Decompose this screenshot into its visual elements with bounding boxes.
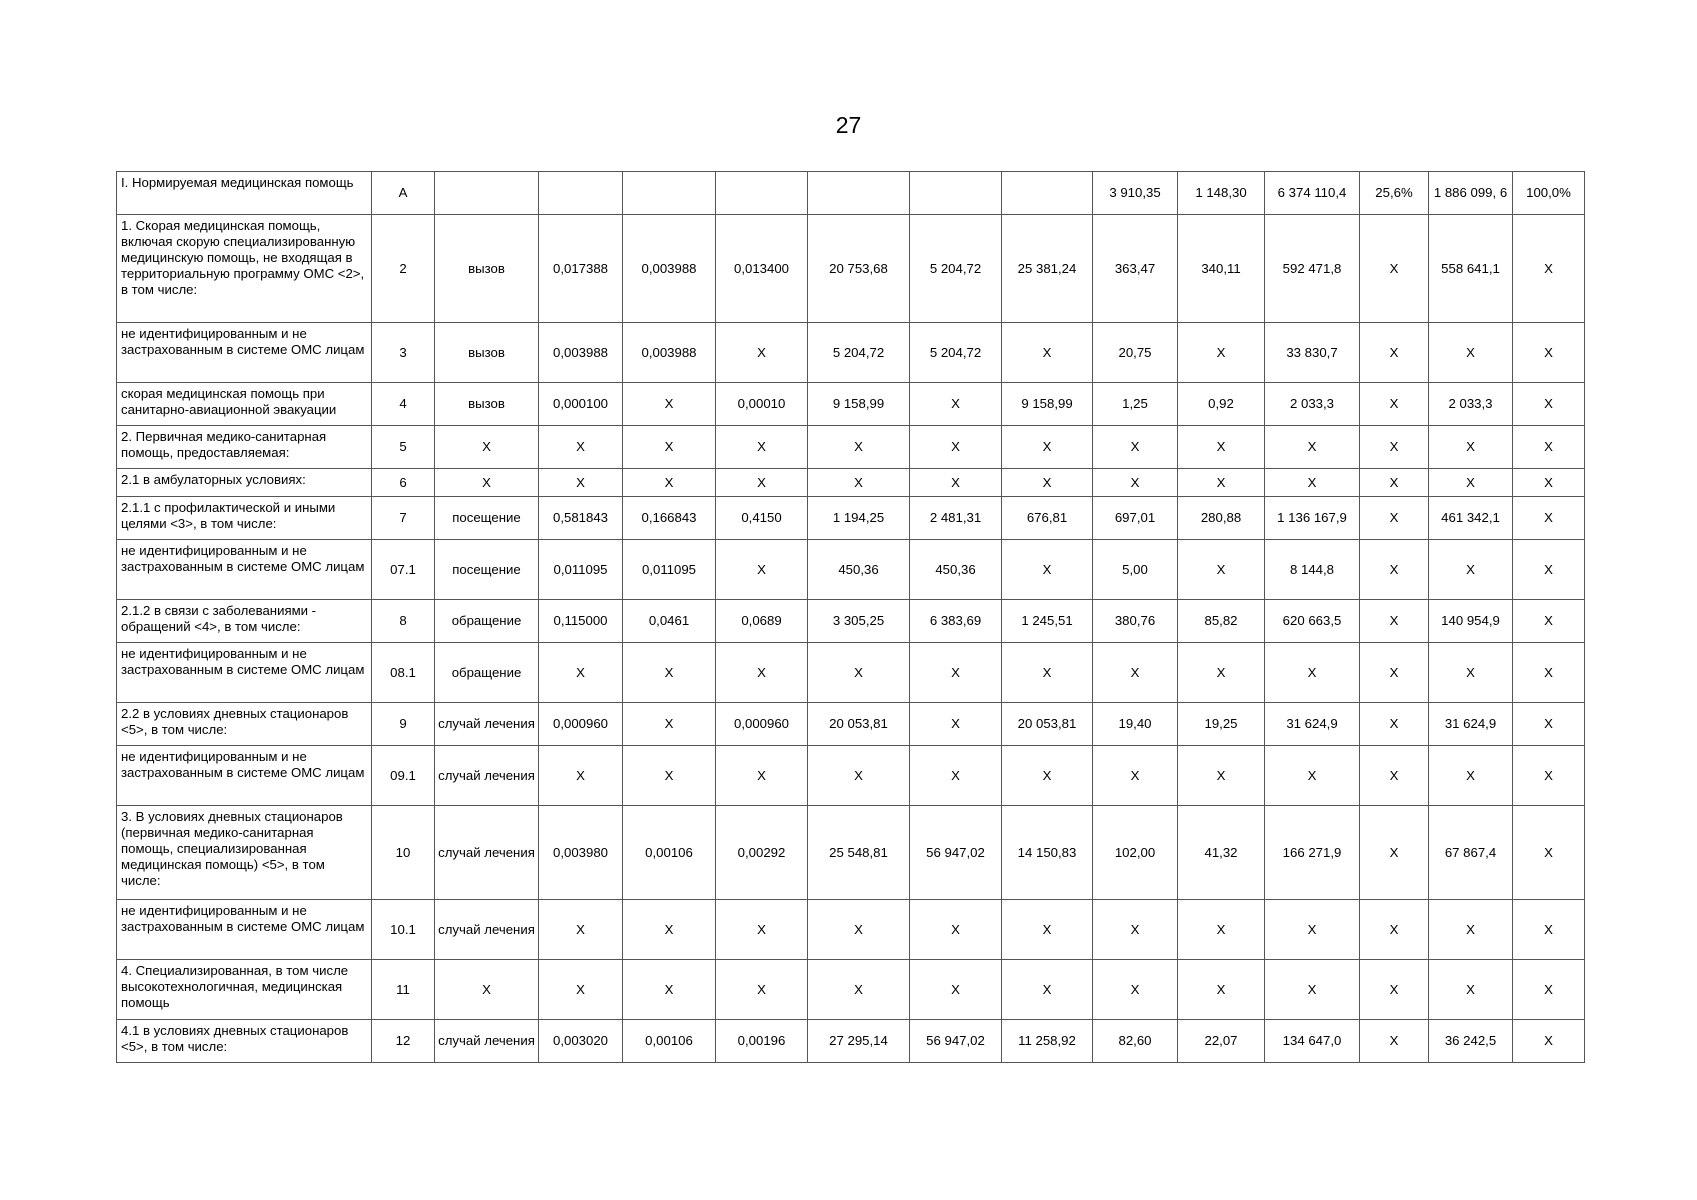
table-cell: X bbox=[1178, 900, 1265, 960]
table-cell: 5 bbox=[372, 426, 435, 469]
row-name-cell: 1. Скорая медицинская помощь, включая скорую специализированную медицинскую помощь, не входящая в территориальную программу ОМС <2>, в том числе: bbox=[117, 215, 372, 323]
table-cell: X bbox=[1513, 703, 1585, 746]
table-cell: 11 258,92 bbox=[1002, 1020, 1093, 1063]
table-cell: 0,00106 bbox=[623, 806, 716, 900]
table-cell: 0,011095 bbox=[623, 540, 716, 600]
table-row bbox=[117, 806, 1585, 900]
table-cell: X bbox=[716, 469, 808, 497]
table-cell: X bbox=[1513, 600, 1585, 643]
table-cell: 33 830,7 bbox=[1265, 323, 1360, 383]
table-cell: X bbox=[1360, 746, 1429, 806]
table-cell: 0,92 bbox=[1178, 383, 1265, 426]
table-cell: случай лечения bbox=[435, 1020, 539, 1063]
table-cell: 0,00106 bbox=[623, 1020, 716, 1063]
table-cell: 07.1 bbox=[372, 540, 435, 600]
table-cell: 0,003988 bbox=[539, 323, 623, 383]
table-cell: 3 305,25 bbox=[808, 600, 910, 643]
table-row bbox=[117, 746, 1585, 806]
table-cell: X bbox=[1429, 469, 1513, 497]
table-cell: 56 947,02 bbox=[910, 1020, 1002, 1063]
table-cell: X bbox=[910, 469, 1002, 497]
table-cell: 0,115000 bbox=[539, 600, 623, 643]
table-cell: X bbox=[435, 469, 539, 497]
table-cell: 0,013400 bbox=[716, 215, 808, 323]
table-cell: 25 548,81 bbox=[808, 806, 910, 900]
row-name-cell: 3. В условиях дневных стационаров (первичная медико-санитарная помощь, специализированная медицинская помощь) <5>, в том числе: bbox=[117, 806, 372, 900]
table-cell: X bbox=[623, 703, 716, 746]
table-cell: X bbox=[435, 960, 539, 1020]
table-cell: 592 471,8 bbox=[1265, 215, 1360, 323]
table-cell: 8 bbox=[372, 600, 435, 643]
table-cell: вызов bbox=[435, 215, 539, 323]
table-row bbox=[117, 215, 1585, 323]
table-cell: X bbox=[1265, 900, 1360, 960]
table-cell: X bbox=[1429, 426, 1513, 469]
data-table bbox=[116, 171, 1585, 1063]
table-cell: случай лечения bbox=[435, 806, 539, 900]
table-cell: X bbox=[1002, 323, 1093, 383]
row-name-cell: не идентифицированным и не застрахованным в системе ОМС лицам bbox=[117, 746, 372, 806]
table-cell: X bbox=[623, 643, 716, 703]
table-row bbox=[117, 600, 1585, 643]
table-cell: 6 374 110,4 bbox=[1265, 172, 1360, 215]
table-cell: X bbox=[910, 746, 1002, 806]
table-cell: 19,25 bbox=[1178, 703, 1265, 746]
table-cell: X bbox=[716, 540, 808, 600]
table-cell: X bbox=[716, 323, 808, 383]
table-row bbox=[117, 426, 1585, 469]
table-cell: X bbox=[539, 426, 623, 469]
table-cell: 0,003988 bbox=[623, 323, 716, 383]
table-cell: 20 753,68 bbox=[808, 215, 910, 323]
table-cell: X bbox=[716, 426, 808, 469]
table-cell: 0,00292 bbox=[716, 806, 808, 900]
table-cell: 2 033,3 bbox=[1265, 383, 1360, 426]
table-cell: 0,003020 bbox=[539, 1020, 623, 1063]
table-row bbox=[117, 960, 1585, 1020]
table-cell: 1 136 167,9 bbox=[1265, 497, 1360, 540]
table-cell: X bbox=[910, 643, 1002, 703]
table-cell: 3 910,35 bbox=[1093, 172, 1178, 215]
table-cell: 0,003988 bbox=[623, 215, 716, 323]
table-cell: 25 381,24 bbox=[1002, 215, 1093, 323]
table-cell: 6 383,69 bbox=[910, 600, 1002, 643]
table-cell: X bbox=[910, 900, 1002, 960]
row-name-cell: не идентифицированным и не застрахованным в системе ОМС лицам bbox=[117, 323, 372, 383]
table-cell: X bbox=[1513, 746, 1585, 806]
table-cell: X bbox=[1513, 215, 1585, 323]
row-name-cell: 4. Специализированная, в том числе высокотехнологичная, медицинская помощь bbox=[117, 960, 372, 1020]
table-cell: X bbox=[1360, 323, 1429, 383]
table-cell: X bbox=[1178, 643, 1265, 703]
table-cell bbox=[435, 172, 539, 215]
table-row bbox=[117, 1020, 1585, 1063]
table-cell: X bbox=[1513, 323, 1585, 383]
table-cell: 280,88 bbox=[1178, 497, 1265, 540]
table-cell: X bbox=[1360, 469, 1429, 497]
table-cell: X bbox=[1093, 746, 1178, 806]
table-cell: X bbox=[1360, 497, 1429, 540]
table-cell: X bbox=[808, 746, 910, 806]
table-cell: вызов bbox=[435, 323, 539, 383]
table-cell: 20,75 bbox=[1093, 323, 1178, 383]
table-cell: X bbox=[539, 746, 623, 806]
row-name-cell: 2.2 в условиях дневных стационаров <5>, в том числе: bbox=[117, 703, 372, 746]
table-cell: 5 204,72 bbox=[910, 215, 1002, 323]
table-cell bbox=[1002, 172, 1093, 215]
table-row bbox=[117, 172, 1585, 215]
table-cell: 2 481,31 bbox=[910, 497, 1002, 540]
table-cell: X bbox=[1360, 383, 1429, 426]
row-name-cell: 2.1 в амбулаторных условиях: bbox=[117, 469, 372, 497]
table-cell: 0,00196 bbox=[716, 1020, 808, 1063]
table-cell: X bbox=[623, 426, 716, 469]
table-cell: 140 954,9 bbox=[1429, 600, 1513, 643]
table-cell: 380,76 bbox=[1093, 600, 1178, 643]
table-cell: 14 150,83 bbox=[1002, 806, 1093, 900]
table-row bbox=[117, 703, 1585, 746]
table-cell: X bbox=[1429, 746, 1513, 806]
table-cell: 08.1 bbox=[372, 643, 435, 703]
table-cell: 0,011095 bbox=[539, 540, 623, 600]
table-row bbox=[117, 900, 1585, 960]
table-cell: X bbox=[1513, 383, 1585, 426]
table-cell: 676,81 bbox=[1002, 497, 1093, 540]
table-cell: X bbox=[1513, 960, 1585, 1020]
table-cell: 20 053,81 bbox=[808, 703, 910, 746]
table-cell: 9 bbox=[372, 703, 435, 746]
table-cell: X bbox=[1093, 960, 1178, 1020]
table-row bbox=[117, 643, 1585, 703]
table-cell: 0,00010 bbox=[716, 383, 808, 426]
table-cell: 166 271,9 bbox=[1265, 806, 1360, 900]
table-cell: 102,00 bbox=[1093, 806, 1178, 900]
table-cell: обращение bbox=[435, 600, 539, 643]
row-name-cell: 2.1.1 с профилактической и иными целями <3>, в том числе: bbox=[117, 497, 372, 540]
table-cell: X bbox=[1360, 806, 1429, 900]
table-cell: X bbox=[623, 960, 716, 1020]
table-cell: 0,000960 bbox=[539, 703, 623, 746]
table-cell: случай лечения bbox=[435, 703, 539, 746]
table-cell: X bbox=[716, 643, 808, 703]
table-cell: X bbox=[808, 426, 910, 469]
table-cell: 85,82 bbox=[1178, 600, 1265, 643]
table-cell: 4 bbox=[372, 383, 435, 426]
table-cell: X bbox=[539, 643, 623, 703]
table-cell: X bbox=[1178, 469, 1265, 497]
table-cell: X bbox=[1002, 960, 1093, 1020]
table-cell: 697,01 bbox=[1093, 497, 1178, 540]
table-cell: X bbox=[1360, 426, 1429, 469]
table-cell: X bbox=[808, 469, 910, 497]
table-cell: 22,07 bbox=[1178, 1020, 1265, 1063]
table-cell: 558 641,1 bbox=[1429, 215, 1513, 323]
table-cell: X bbox=[910, 383, 1002, 426]
table-row bbox=[117, 383, 1585, 426]
table-cell: 0,000100 bbox=[539, 383, 623, 426]
table-cell: X bbox=[1360, 540, 1429, 600]
table-cell: X bbox=[1002, 426, 1093, 469]
table-cell: 5 204,72 bbox=[910, 323, 1002, 383]
row-name-cell: 2.1.2 в связи с заболеваниями - обращений <4>, в том числе: bbox=[117, 600, 372, 643]
table-cell: 2 bbox=[372, 215, 435, 323]
table-cell: X bbox=[1265, 643, 1360, 703]
row-name-cell: не идентифицированным и не застрахованным в системе ОМС лицам bbox=[117, 643, 372, 703]
table-cell: 0,4150 bbox=[716, 497, 808, 540]
row-name-cell: не идентифицированным и не застрахованным в системе ОМС лицам bbox=[117, 540, 372, 600]
table-cell: X bbox=[1360, 900, 1429, 960]
table-cell: 1 886 099, 6 bbox=[1429, 172, 1513, 215]
table-row bbox=[117, 540, 1585, 600]
table-cell: 27 295,14 bbox=[808, 1020, 910, 1063]
table-cell: X bbox=[716, 900, 808, 960]
table-cell: X bbox=[1360, 1020, 1429, 1063]
table-cell: X bbox=[1178, 960, 1265, 1020]
table-cell: 11 bbox=[372, 960, 435, 1020]
table-cell: 5,00 bbox=[1093, 540, 1178, 600]
table-cell: 09.1 bbox=[372, 746, 435, 806]
table-cell: 620 663,5 bbox=[1265, 600, 1360, 643]
table-cell: 10 bbox=[372, 806, 435, 900]
table-cell: X bbox=[623, 469, 716, 497]
table-cell: 0,000960 bbox=[716, 703, 808, 746]
table-cell: X bbox=[1429, 900, 1513, 960]
table-cell: А bbox=[372, 172, 435, 215]
table-cell: X bbox=[1002, 746, 1093, 806]
table-cell: X bbox=[910, 703, 1002, 746]
table-cell: X bbox=[1360, 643, 1429, 703]
table-cell: X bbox=[539, 960, 623, 1020]
table-cell: 9 158,99 bbox=[1002, 383, 1093, 426]
table-cell: 5 204,72 bbox=[808, 323, 910, 383]
table-cell: 0,166843 bbox=[623, 497, 716, 540]
table-cell: X bbox=[1002, 643, 1093, 703]
table-cell: 363,47 bbox=[1093, 215, 1178, 323]
table-cell: X bbox=[1360, 215, 1429, 323]
table-cell: X bbox=[1178, 323, 1265, 383]
table-cell: 2 033,3 bbox=[1429, 383, 1513, 426]
table-cell: 1,25 bbox=[1093, 383, 1178, 426]
table-cell: X bbox=[808, 960, 910, 1020]
table-cell: X bbox=[1513, 497, 1585, 540]
table-cell: X bbox=[1093, 469, 1178, 497]
table-row bbox=[117, 469, 1585, 497]
table-cell: вызов bbox=[435, 383, 539, 426]
table-cell: 1 245,51 bbox=[1002, 600, 1093, 643]
table-cell: 0,0461 bbox=[623, 600, 716, 643]
table-cell: X bbox=[539, 900, 623, 960]
table-cell: 0,0689 bbox=[716, 600, 808, 643]
table-cell: 82,60 bbox=[1093, 1020, 1178, 1063]
table-cell: 461 342,1 bbox=[1429, 497, 1513, 540]
table-cell: 10.1 bbox=[372, 900, 435, 960]
table-cell: 0,017388 bbox=[539, 215, 623, 323]
table-cell: 6 bbox=[372, 469, 435, 497]
table-cell: X bbox=[623, 900, 716, 960]
table-cell: 450,36 bbox=[808, 540, 910, 600]
table-row bbox=[117, 497, 1585, 540]
table-cell: X bbox=[1429, 960, 1513, 1020]
table-cell: X bbox=[1178, 746, 1265, 806]
table-cell: X bbox=[1513, 540, 1585, 600]
table-cell: 56 947,02 bbox=[910, 806, 1002, 900]
table-cell: X bbox=[1513, 1020, 1585, 1063]
table-cell: 134 647,0 bbox=[1265, 1020, 1360, 1063]
table-cell: X bbox=[910, 960, 1002, 1020]
table-cell bbox=[539, 172, 623, 215]
table-cell: X bbox=[1429, 643, 1513, 703]
table-cell: 36 242,5 bbox=[1429, 1020, 1513, 1063]
table-cell: 0,581843 bbox=[539, 497, 623, 540]
table-cell: посещение bbox=[435, 497, 539, 540]
table-cell bbox=[623, 172, 716, 215]
table-cell: X bbox=[435, 426, 539, 469]
table-cell: X bbox=[539, 469, 623, 497]
table-cell: X bbox=[623, 383, 716, 426]
table-cell: 12 bbox=[372, 1020, 435, 1063]
table-cell: 31 624,9 bbox=[1265, 703, 1360, 746]
row-name-cell: 4.1 в условиях дневных стационаров <5>, в том числе: bbox=[117, 1020, 372, 1063]
table-cell: X bbox=[1429, 540, 1513, 600]
table-cell: X bbox=[1265, 469, 1360, 497]
table-row bbox=[117, 323, 1585, 383]
table-cell: X bbox=[1513, 643, 1585, 703]
table-cell: X bbox=[1093, 643, 1178, 703]
table-cell: X bbox=[1513, 900, 1585, 960]
table-cell: X bbox=[716, 960, 808, 1020]
table-cell bbox=[808, 172, 910, 215]
table-cell: 9 158,99 bbox=[808, 383, 910, 426]
table-cell: X bbox=[623, 746, 716, 806]
table-cell: 3 bbox=[372, 323, 435, 383]
table-body bbox=[117, 172, 1585, 1063]
table-cell: 67 867,4 bbox=[1429, 806, 1513, 900]
table-cell: X bbox=[1178, 426, 1265, 469]
table-cell: 1 194,25 bbox=[808, 497, 910, 540]
table-cell: X bbox=[1093, 426, 1178, 469]
table-cell: X bbox=[1093, 900, 1178, 960]
table-cell bbox=[716, 172, 808, 215]
table-cell: X bbox=[1002, 469, 1093, 497]
row-name-cell: I. Нормируемая медицинская помощь bbox=[117, 172, 372, 215]
table-cell: 8 144,8 bbox=[1265, 540, 1360, 600]
table-cell: случай лечения bbox=[435, 900, 539, 960]
table-cell: 31 624,9 bbox=[1429, 703, 1513, 746]
table-cell: X bbox=[1513, 469, 1585, 497]
table-cell bbox=[910, 172, 1002, 215]
row-name-cell: 2. Первичная медико-санитарная помощь, предоставляемая: bbox=[117, 426, 372, 469]
table-cell: X bbox=[1429, 323, 1513, 383]
table-cell: X bbox=[1360, 960, 1429, 1020]
table-cell: X bbox=[1265, 746, 1360, 806]
row-name-cell: скорая медицинская помощь при санитарно-авиационной эвакуации bbox=[117, 383, 372, 426]
table-cell: X bbox=[1265, 426, 1360, 469]
table-cell: 41,32 bbox=[1178, 806, 1265, 900]
table-cell: 1 148,30 bbox=[1178, 172, 1265, 215]
table-cell: X bbox=[910, 426, 1002, 469]
table-cell: 25,6% bbox=[1360, 172, 1429, 215]
table-cell: 20 053,81 bbox=[1002, 703, 1093, 746]
table-cell: 450,36 bbox=[910, 540, 1002, 600]
table-cell: X bbox=[1360, 703, 1429, 746]
table-cell: X bbox=[1002, 900, 1093, 960]
table-cell: 19,40 bbox=[1093, 703, 1178, 746]
table-cell: обращение bbox=[435, 643, 539, 703]
table-cell: случай лечения bbox=[435, 746, 539, 806]
table-cell: посещение bbox=[435, 540, 539, 600]
table-cell: 340,11 bbox=[1178, 215, 1265, 323]
table-cell: X bbox=[1265, 960, 1360, 1020]
table-cell: X bbox=[1513, 806, 1585, 900]
table-cell: X bbox=[808, 900, 910, 960]
table-cell: X bbox=[808, 643, 910, 703]
table-cell: 0,003980 bbox=[539, 806, 623, 900]
table-cell: X bbox=[1002, 540, 1093, 600]
row-name-cell: не идентифицированным и не застрахованным в системе ОМС лицам bbox=[117, 900, 372, 960]
table-cell: X bbox=[1513, 426, 1585, 469]
table-cell: X bbox=[716, 746, 808, 806]
table-cell: X bbox=[1360, 600, 1429, 643]
table-cell: 100,0% bbox=[1513, 172, 1585, 215]
table-cell: X bbox=[1178, 540, 1265, 600]
page-number: 27 bbox=[835, 112, 862, 138]
table-cell: 7 bbox=[372, 497, 435, 540]
